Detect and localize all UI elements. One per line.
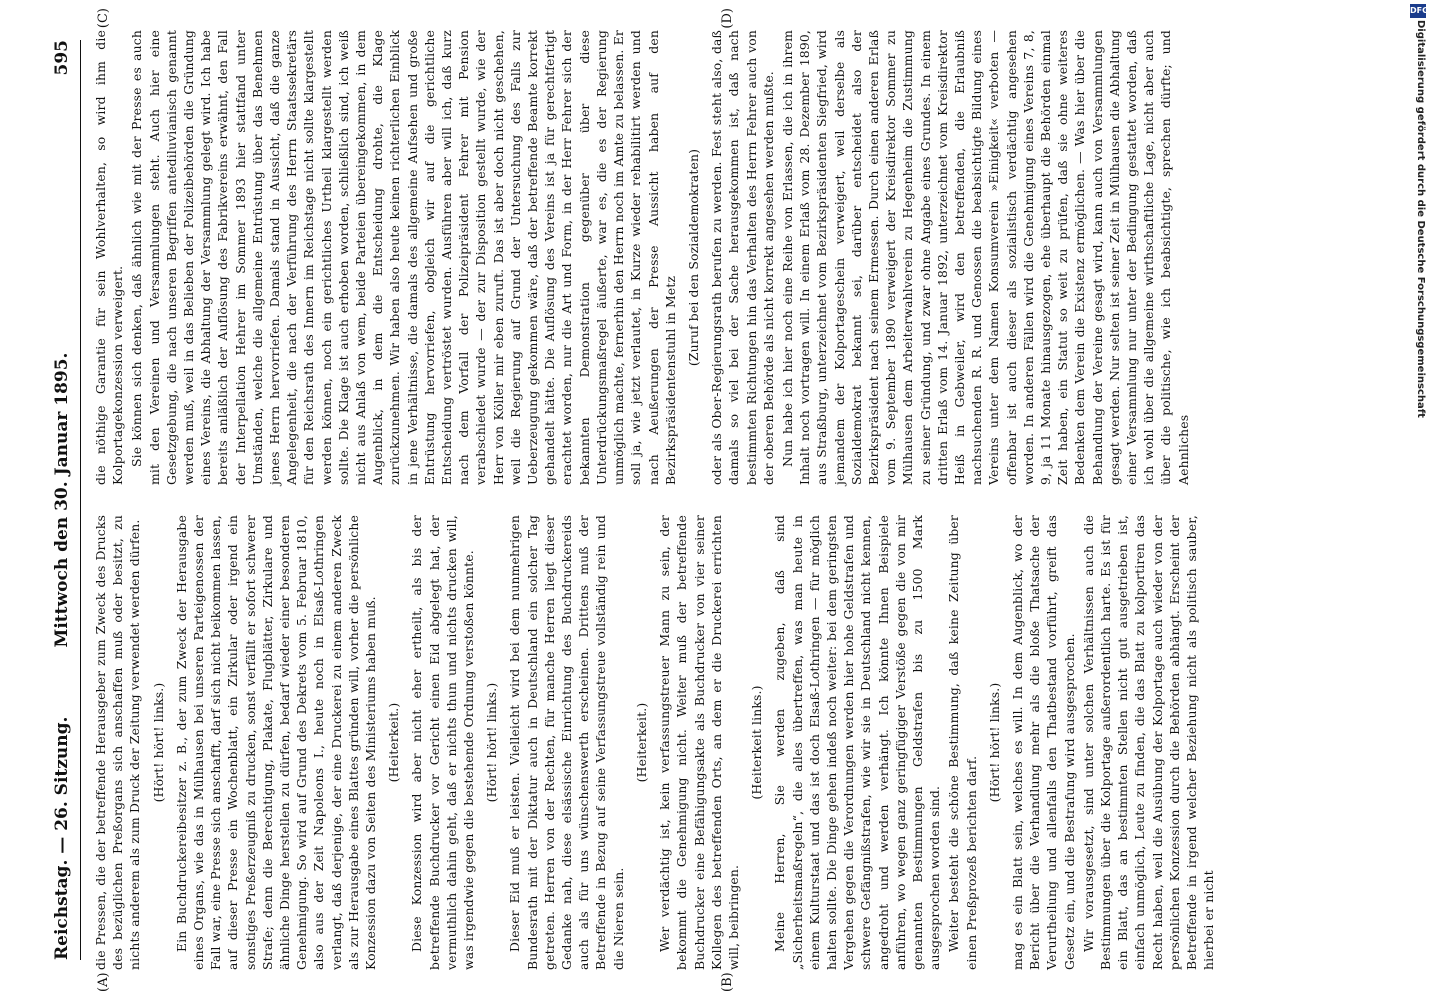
funding-note: Digitalisierung gefördert durch die Deutsche Forschungsgemeinschaft [1415,20,1426,418]
paragraph: Ein Buchdruckereibesitzer z. B., der zum Zweck der Herausgabe eines Organs, wie das in Mülhausen bei unseren Parteigenossen der Fall war, eine Presse sich anschafft, darf sich nicht beikommen lassen, auf dieser Presse ein Wochenblatt, ein Zirkular oder irgend ein sonstiges Preßerzeugniß zu drucken, sonst verfällt er sofort schwerer Strafe; denn die Berechtigung, Plakate, Flugblätter, Zirkulare und ähnliche Dinge herstellen zu dürfen, bedarf wieder einer besonderen Genehmigung. So wird auf Grund des Dekrets vom 5. Februar 1810, also aus der Zeit Napoleons I., heute noch in Elsaß-Lothringen verlangt, daß derjenige, der eine Druckerei zu einem anderen Zweck als zur Herausgabe eines Blattes gründen will, vorher die persönliche Konzession dazu von Seiten des Ministeriums haben muß. [173,515,379,970]
paragraph: Dieser Eid muß er leisten. Vielleicht wird bei dem nunmehrigen Bundesrath mit der Diktatur auch in Deutschland ein solcher Tag getreten. Herren von der Rechten, für manche Herren liegt dieser Gedanke nah, diese elsässische Einrichtung des Buchdruckereids auch als für uns wünschenswerth erscheinen. Drittens muß der Betreffende in Bezug auf seine Verfassungstreue vollständig rein und die Nieren sein. [507,515,626,970]
header-date: Mittwoch den 30. Januar 1895. [52,352,72,648]
interjection: (Heiterkeit.) [386,702,402,783]
interjection: (Hört! hört! links.) [484,682,500,803]
page-number: 595 [52,40,72,76]
funding-strip [1408,0,1428,1000]
paragraph: Wir vorausgesetzt, sind unter solchen Verhältnissen auch die Bestimmungen über die Kolportage außerordentlich harte. Es ist für ein Blatt, das an bestimmten Stellen nicht gut ausgetrieben ist, einfach unmöglich, Leute zu finden, die das Blatt zu kolportiren das Recht haben, weil die Ausübung der Kolportage auch wieder von der persönlichen Konzession durch die Behörden abhängt. Erscheint der Betreffende in irgend welcher Beziehung nicht als politisch sauber, hierbei er nicht [1080,515,1217,970]
margin-letter-d: (D) [720,8,735,29]
header-left: Reichstag. — 26. Sitzung. [52,716,72,960]
dfg-logo: DFG [1410,4,1426,18]
interjection: (Hört! hört! links.) [986,682,1002,803]
paragraph: Diese Konzession wird aber nicht eher ertheilt, als bis der betreffende Buchdrucker vor Gericht einen Eid abgelegt hat, der vermuthlich dahin geht, daß er nichts thun und nichts drucken will, was irgendwie gegen die bestehende Ordnung verstoßen könnte. [409,515,477,970]
paragraph: die nöthige Garantie für sein Wohlverhalten, so wird ihm die Kolportagekonzession verweigert. [93,30,126,485]
left-column [92,515,1362,970]
paragraph: Weiter besteht die schöne Bestimmung, daß keine Zeitung über einen Preßprozeß berichten darf. [946,515,979,970]
paragraph: die Pressen, die der betreffende Herausgeber zum Zweck des Drucks des bezüglichen Preßorgans sich anschaffen muß oder besitzt, zu nichts anderem als zum Druck der Zeitung verwendet werden dürfen. [93,515,143,970]
paragraph: Wer verdächtig ist, kein verfassungstreuer Mann zu sein, der bekommt die Genehmigung nicht. Weiter muß der betreffende Buchdrucker eine Befähigungsakte als Buchdrucker von vier seiner Kollegen des betreffenden Orts, an dem er die Druckerei errichten will, beibringen. [657,515,741,970]
page-header [52,40,82,960]
margin-letter-c: (C) [96,8,111,29]
interjection: (Hört! hört! links.) [150,682,166,803]
paragraph: mag es ein Blatt sein, welches es will. In dem Augenblick, wo der Bericht über die Verhandlung mehr als die bloße Thatsache der Verurtheilung und allenfalls den Thatbestand vorführt, greift das Gesetz ein, und die Bestrafung wird ausgesprochen. [1009,515,1077,970]
margin-letter-a: (A) [96,972,111,992]
paragraph: Nun habe ich hier noch eine Reihe von Erlassen, die ich in ihrem Inhalt noch vortragen will. In einem Erlaß vom 28. Dezember 1890, aus Straßburg, unterzeichnet vom Bezirkspräsidenten Siegfried, wird jemandem der Kolportageschein verweigert, weil derselbe als Sozialdemokrat bekannt sei, darüber entscheidet also der Bezirkspräsident nach seinem Ermessen. Durch einen anderen Erlaß vom 9. September 1890 verweigert der Kreisdirektor Sommer zu Mülhausen dem Arbeiterwahlverein zu Hegenheim die Zustimmung zu seiner Gründung, und zwar ohne Angabe eines Grundes. In einem dritten Erlaß vom 14. Januar 1892, unterzeichnet vom Kreisdirektor Heiß in Gebweiler, wird den betreffenden, die Erlaubniß nachsuchenden R. R. und Genossen die beabsichtigte Bildung eines Vereins unter dem Namen Konsumverein »Einigkeit« verboten — offenbar ist auch dieser als sozialistisch verdächtig angesehen worden. In anderen Fällen wird die Genehmigung eines Vereins 7, 8, 9, ja 11 Monate hinausgezogen, ehe überhaupt die Behörden einmal Zeit haben, ein Statut so weit zu prüfen, daß sie ohne weiteres Bedenken dem Verein die Existenz ermöglichen. — Was hier über die Behandlung der Vereine gesagt wird, kann auch von Versammlungen gesagt werden. Nur selten ist seiner Zeit in Mülhausen die Abhaltung einer Versammlung nur unter der Bedingung gestattet worden, daß ich wohl über die allgemeine wirthschaftliche Lage, nicht aber auch über die politische, wie ich beabsichtigte, sprechen dürfte; und Aehnliches [779,30,1191,485]
paragraph: oder als Ober-Regierungsrath berufen zu werden. Fest steht also, daß damals so viel bei der Sache herausgekommen ist, daß nach bestimmten Richtungen hin das Verhalten des Herrn Fehrer auch von der oberen Behörde als nicht korrekt angesehen werden mußte. [709,30,776,485]
interjection: (Heiterkeit links.) [749,685,765,800]
right-column [92,30,1362,485]
margin-letter-b: (B) [720,972,735,992]
paragraph: Meine Herren, Sie werden zugeben, daß sind „Sicherheitsmaßregeln“, die alles übertreffen, was man heute in einem Kulturstaat und das ist doch Elsaß-Lothringen — für möglich halten sollte. Die Dinge gehen indeß noch weiter: bei dem geringsten Vergehen gegen die Verordnungen werden hier hohe Geldstrafen und schwere Gefängnißstrafen, wie wir sie in Deutschland nicht kennen, angedroht und werden verhängt. Ich könnte Ihnen Beispiele anführen, wo wegen ganz geringfügiger Verstöße gegen die von mir genannten Bestimmungen Geldstrafen bis zu 1500 Mark ausgesprochen worden sind. [772,515,943,970]
header-rule [80,40,81,960]
interjection: (Zuruf bei den Sozialdemokraten) [685,148,701,367]
interjection: (Heiterkeit.) [633,702,649,783]
paragraph: Sie können sich denken, daß ähnlich wie mit der Presse es auch mit den Vereinen und Versammlungen steht. Auch hier eine Gesetzgebung, die nach unseren Begriffen antediluvianisch genannt werden muß, weil in das Belieben der Polizeibehörden die Gründung eines Vereins, die Abhaltung der Versammlung gelegt wird. Ich habe bereits anläßlich der Auflösung des Fabrikvereins erwähnt, den Fall der Interpellation Hehrer im Sommer 1893 hier stattfand unter Umständen, welche die allgemeine Entrüstung über das Benehmen jenes Herrn hervorriefen. Damals stand in Aussicht, daß die ganze Angelegenheit, die nach der Verführung des Herrn Staatssekretärs für den Reichsrath des Innern im Reichstage nicht sollte klargestellt werden können, noch ein gerichtliches Urtheil klargestellt werden sollte. Die Klage ist auch erhoben worden, schließlich sind, ich weiß nicht aus Anlaß von wem, beide Parteien übereingekommen, in dem Augenblick, in dem die Entscheidung drohte, die Klage zurückzunehmen. Wir haben also heute keinen richterlichen Einblick in jene Verhältnisse, die damals des allgemeine Aufsehen und große Entrüstung hervorriefen, obgleich wir auf die gerichtliche Entscheidung vertröstet wurden. Ausführen aber will ich, daß kurz nach dem Vorfall der Polizeipräsident Fehrer mit Pension verabschiedet wurde — der zur Disposition gestellt wurde, wie der Herr von Köller mir eben zuruft. Das ist aber doch nicht geschehen, weil die Regierung auf Grund der Untersuchung des Falls zur Ueberzeugung gekommen wäre, daß der betreffende Beamte korrekt gehandelt hätte. Die Auflösung des Vereins ist ja für gerechtfertigt erachtet worden, nur die Art und Form, in der Herr Fehrer sich der bekannten Demonstration gegenüber über diese Unterdrückungsmaßregel äußerte, war es, die es der Regierung unmöglich machte, fernerhin den Herrn noch im Amte zu belassen. Er soll ja, wie jetzt verlautet, in Kurze wieder rehabilitirt werden und nach Aeußerungen der Presse Aussicht haben auf den Bezirkspräsidentenstuhl in Metz [129,30,678,485]
